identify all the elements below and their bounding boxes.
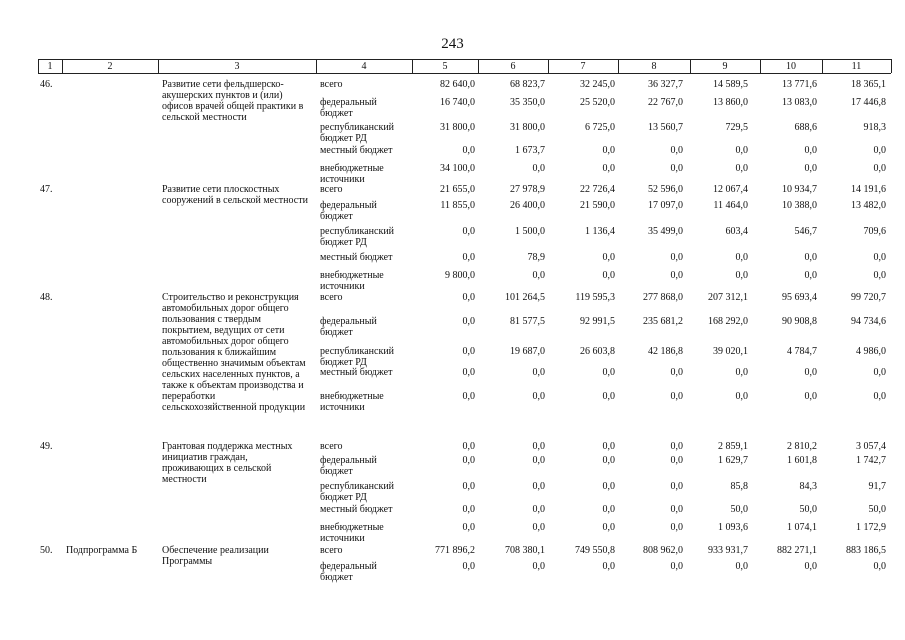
amount-cell: 0,0 [735, 145, 748, 156]
amount-cell: 82 640,0 [440, 79, 475, 90]
measure-name: Строительство и реконструкция автомобильных дорог общего пользования с твердым покрытием, ведущих от сети автомобильных дорог общего пользования к ближайшим общественно значимым объектам сельских населенных пунктов, а также к объектам производства и переработки сельскохозяйственной продукции [162, 292, 306, 413]
amount-cell: 1 601,8 [787, 455, 817, 466]
column-header: 7 [580, 61, 586, 72]
amount-cell: 207 312,1 [708, 292, 748, 303]
amount-cell: 26 603,8 [580, 346, 615, 357]
column-header: 5 [442, 61, 448, 72]
amount-cell: 882 271,1 [777, 545, 817, 556]
amount-cell: 0,0 [602, 252, 615, 263]
amount-cell: 68 823,7 [510, 79, 545, 90]
funding-source: федеральный бюджет [320, 455, 377, 477]
amount-cell: 0,0 [602, 522, 615, 533]
measure-name: Развитие сети фельдшерско-акушерских пунктов и (или) офисов врачей общей практики в сельской местности [162, 79, 304, 123]
column-header: 9 [722, 61, 728, 72]
amount-cell: 13 860,0 [713, 97, 748, 108]
amount-cell: 0,0 [532, 391, 545, 402]
amount-cell: 32 245,0 [580, 79, 615, 90]
funding-source: республиканский бюджет РД [320, 122, 395, 144]
amount-cell: 0,0 [804, 391, 817, 402]
amount-cell: 31 800,0 [440, 122, 475, 133]
amount-cell: 0,0 [873, 163, 886, 174]
amount-cell: 27 978,9 [510, 184, 545, 195]
amount-cell: 933 931,7 [708, 545, 748, 556]
amount-cell: 31 800,0 [510, 122, 545, 133]
amount-cell: 688,6 [794, 122, 817, 133]
amount-cell: 0,0 [532, 481, 545, 492]
amount-cell: 91,7 [868, 481, 886, 492]
amount-cell: 85,8 [730, 481, 748, 492]
amount-cell: 90 908,8 [782, 316, 817, 327]
funding-source: федеральный бюджет [320, 316, 377, 338]
amount-cell: 52 596,0 [648, 184, 683, 195]
amount-cell: 168 292,0 [708, 316, 748, 327]
amount-cell: 17 097,0 [648, 200, 683, 211]
amount-cell: 0,0 [804, 561, 817, 572]
amount-cell: 0,0 [670, 367, 683, 378]
amount-cell: 0,0 [670, 481, 683, 492]
amount-cell: 0,0 [532, 441, 545, 452]
row-number: 46. [40, 79, 53, 90]
amount-cell: 0,0 [532, 522, 545, 533]
funding-source: республиканский бюджет РД [320, 226, 395, 248]
amount-cell: 708 380,1 [505, 545, 545, 556]
funding-source: федеральный бюджет [320, 200, 377, 222]
amount-cell: 808 962,0 [643, 545, 683, 556]
amount-cell: 1 742,7 [856, 455, 886, 466]
amount-cell: 34 100,0 [440, 163, 475, 174]
amount-cell: 0,0 [462, 455, 475, 466]
amount-cell: 13 771,6 [782, 79, 817, 90]
amount-cell: 277 868,0 [643, 292, 683, 303]
amount-cell: 13 560,7 [648, 122, 683, 133]
amount-cell: 3 057,4 [856, 441, 886, 452]
amount-cell: 0,0 [602, 441, 615, 452]
amount-cell: 546,7 [794, 226, 817, 237]
amount-cell: 0,0 [804, 367, 817, 378]
amount-cell: 78,9 [527, 252, 545, 263]
amount-cell: 19 687,0 [510, 346, 545, 357]
amount-cell: 0,0 [670, 391, 683, 402]
amount-cell: 0,0 [670, 522, 683, 533]
amount-cell: 0,0 [735, 561, 748, 572]
amount-cell: 101 264,5 [505, 292, 545, 303]
amount-cell: 2 859,1 [718, 441, 748, 452]
column-divider [891, 59, 892, 73]
amount-cell: 36 327,7 [648, 79, 683, 90]
funding-source: всего [320, 79, 343, 90]
amount-cell: 0,0 [462, 145, 475, 156]
amount-cell: 0,0 [532, 455, 545, 466]
amount-cell: 50,0 [799, 504, 817, 515]
funding-source: республиканский бюджет РД [320, 346, 395, 368]
amount-cell: 0,0 [462, 346, 475, 357]
amount-cell: 0,0 [873, 145, 886, 156]
amount-cell: 0,0 [462, 391, 475, 402]
amount-cell: 14 589,5 [713, 79, 748, 90]
amount-cell: 10 934,7 [782, 184, 817, 195]
amount-cell: 0,0 [462, 226, 475, 237]
amount-cell: 0,0 [602, 391, 615, 402]
amount-cell: 0,0 [735, 367, 748, 378]
amount-cell: 0,0 [532, 561, 545, 572]
amount-cell: 771 896,2 [435, 545, 475, 556]
amount-cell: 0,0 [670, 252, 683, 263]
amount-cell: 1 074,1 [787, 522, 817, 533]
amount-cell: 22 767,0 [648, 97, 683, 108]
funding-source: местный бюджет [320, 367, 393, 378]
amount-cell: 99 720,7 [851, 292, 886, 303]
amount-cell: 0,0 [670, 163, 683, 174]
amount-cell: 13 482,0 [851, 200, 886, 211]
measure-name: Развитие сети плоскостных сооружений в сельской местности [162, 184, 308, 206]
amount-cell: 0,0 [670, 441, 683, 452]
amount-cell: 95 693,4 [782, 292, 817, 303]
amount-cell: 0,0 [532, 163, 545, 174]
amount-cell: 0,0 [670, 455, 683, 466]
amount-cell: 0,0 [670, 145, 683, 156]
amount-cell: 81 577,5 [510, 316, 545, 327]
amount-cell: 1 136,4 [585, 226, 615, 237]
amount-cell: 0,0 [873, 252, 886, 263]
funding-source: всего [320, 545, 343, 556]
amount-cell: 0,0 [462, 561, 475, 572]
amount-cell: 883 186,5 [846, 545, 886, 556]
amount-cell: 6 725,0 [585, 122, 615, 133]
funding-source: федеральный бюджет [320, 97, 377, 119]
amount-cell: 0,0 [602, 145, 615, 156]
amount-cell: 729,5 [725, 122, 748, 133]
amount-cell: 0,0 [462, 522, 475, 533]
amount-cell: 94 734,6 [851, 316, 886, 327]
amount-cell: 0,0 [462, 252, 475, 263]
amount-cell: 0,0 [873, 270, 886, 281]
amount-cell: 10 388,0 [782, 200, 817, 211]
row-number: 49. [40, 441, 53, 452]
amount-cell: 0,0 [602, 163, 615, 174]
page-number: 243 [441, 36, 464, 52]
funding-source: местный бюджет [320, 504, 393, 515]
amount-cell: 0,0 [532, 270, 545, 281]
column-header: 1 [47, 61, 53, 72]
amount-cell: 26 400,0 [510, 200, 545, 211]
amount-cell: 50,0 [730, 504, 748, 515]
amount-cell: 0,0 [873, 367, 886, 378]
amount-cell: 0,0 [462, 292, 475, 303]
amount-cell: 0,0 [804, 145, 817, 156]
subprogram-label: Подпрограмма Б [66, 545, 138, 556]
funding-source: местный бюджет [320, 252, 393, 263]
column-header: 8 [651, 61, 657, 72]
amount-cell: 13 083,0 [782, 97, 817, 108]
column-header: 2 [107, 61, 113, 72]
header-top-rule [38, 59, 891, 60]
amount-cell: 84,3 [799, 481, 817, 492]
amount-cell: 0,0 [735, 270, 748, 281]
amount-cell: 0,0 [804, 252, 817, 263]
amount-cell: 1 629,7 [718, 455, 748, 466]
amount-cell: 0,0 [462, 367, 475, 378]
amount-cell: 35 350,0 [510, 97, 545, 108]
column-header: 3 [234, 61, 240, 72]
amount-cell: 39 020,1 [713, 346, 748, 357]
funding-source: внебюджетные источники [320, 522, 384, 544]
row-number: 50. [40, 545, 53, 556]
funding-source: внебюджетные источники [320, 270, 384, 292]
column-header: 11 [851, 61, 862, 72]
amount-cell: 1 673,7 [515, 145, 545, 156]
amount-cell: 749 550,8 [575, 545, 615, 556]
amount-cell: 25 520,0 [580, 97, 615, 108]
amount-cell: 0,0 [602, 504, 615, 515]
funding-source: федеральный бюджет [320, 561, 377, 583]
amount-cell: 0,0 [670, 504, 683, 515]
amount-cell: 14 191,6 [851, 184, 886, 195]
row-number: 47. [40, 184, 53, 195]
amount-cell: 35 499,0 [648, 226, 683, 237]
funding-source: внебюджетные источники [320, 163, 384, 185]
funding-source: республиканский бюджет РД [320, 481, 395, 503]
amount-cell: 0,0 [602, 367, 615, 378]
amount-cell: 9 800,0 [445, 270, 475, 281]
amount-cell: 0,0 [670, 561, 683, 572]
amount-cell: 11 464,0 [713, 200, 748, 211]
amount-cell: 92 991,5 [580, 316, 615, 327]
amount-cell: 50,0 [868, 504, 886, 515]
amount-cell: 0,0 [462, 441, 475, 452]
funding-source: внебюджетные источники [320, 391, 384, 413]
amount-cell: 918,3 [863, 122, 886, 133]
amount-cell: 18 365,1 [851, 79, 886, 90]
amount-cell: 16 740,0 [440, 97, 475, 108]
measure-name: Грантовая поддержка местных инициатив граждан, проживающих в сельской местности [162, 441, 293, 485]
column-header: 4 [361, 61, 367, 72]
amount-cell: 0,0 [532, 504, 545, 515]
amount-cell: 603,4 [725, 226, 748, 237]
amount-cell: 235 681,2 [643, 316, 683, 327]
amount-cell: 709,6 [863, 226, 886, 237]
amount-cell: 1 172,9 [856, 522, 886, 533]
funding-source: всего [320, 184, 343, 195]
amount-cell: 22 726,4 [580, 184, 615, 195]
amount-cell: 0,0 [873, 561, 886, 572]
amount-cell: 21 590,0 [580, 200, 615, 211]
funding-source: местный бюджет [320, 145, 393, 156]
amount-cell: 0,0 [462, 504, 475, 515]
amount-cell: 0,0 [602, 270, 615, 281]
column-header: 10 [786, 61, 796, 72]
amount-cell: 4 784,7 [787, 346, 817, 357]
amount-cell: 0,0 [602, 561, 615, 572]
amount-cell: 2 810,2 [787, 441, 817, 452]
amount-cell: 0,0 [735, 391, 748, 402]
amount-cell: 12 067,4 [713, 184, 748, 195]
amount-cell: 0,0 [670, 270, 683, 281]
amount-cell: 0,0 [462, 316, 475, 327]
amount-cell: 42 186,8 [648, 346, 683, 357]
amount-cell: 1 500,0 [515, 226, 545, 237]
amount-cell: 0,0 [873, 391, 886, 402]
measure-name: Обеспечение реализации Программы [162, 545, 269, 567]
amount-cell: 0,0 [804, 270, 817, 281]
amount-cell: 17 446,8 [851, 97, 886, 108]
amount-cell: 0,0 [532, 367, 545, 378]
funding-source: всего [320, 441, 343, 452]
amount-cell: 21 655,0 [440, 184, 475, 195]
amount-cell: 119 595,3 [575, 292, 615, 303]
header-bottom-rule [38, 73, 891, 74]
funding-source: всего [320, 292, 343, 303]
amount-cell: 1 093,6 [718, 522, 748, 533]
amount-cell: 0,0 [735, 163, 748, 174]
amount-cell: 0,0 [804, 163, 817, 174]
amount-cell: 4 986,0 [856, 346, 886, 357]
amount-cell: 0,0 [602, 455, 615, 466]
amount-cell: 0,0 [602, 481, 615, 492]
row-number: 48. [40, 292, 53, 303]
amount-cell: 0,0 [462, 481, 475, 492]
amount-cell: 0,0 [735, 252, 748, 263]
column-header: 6 [510, 61, 516, 72]
amount-cell: 11 855,0 [440, 200, 475, 211]
